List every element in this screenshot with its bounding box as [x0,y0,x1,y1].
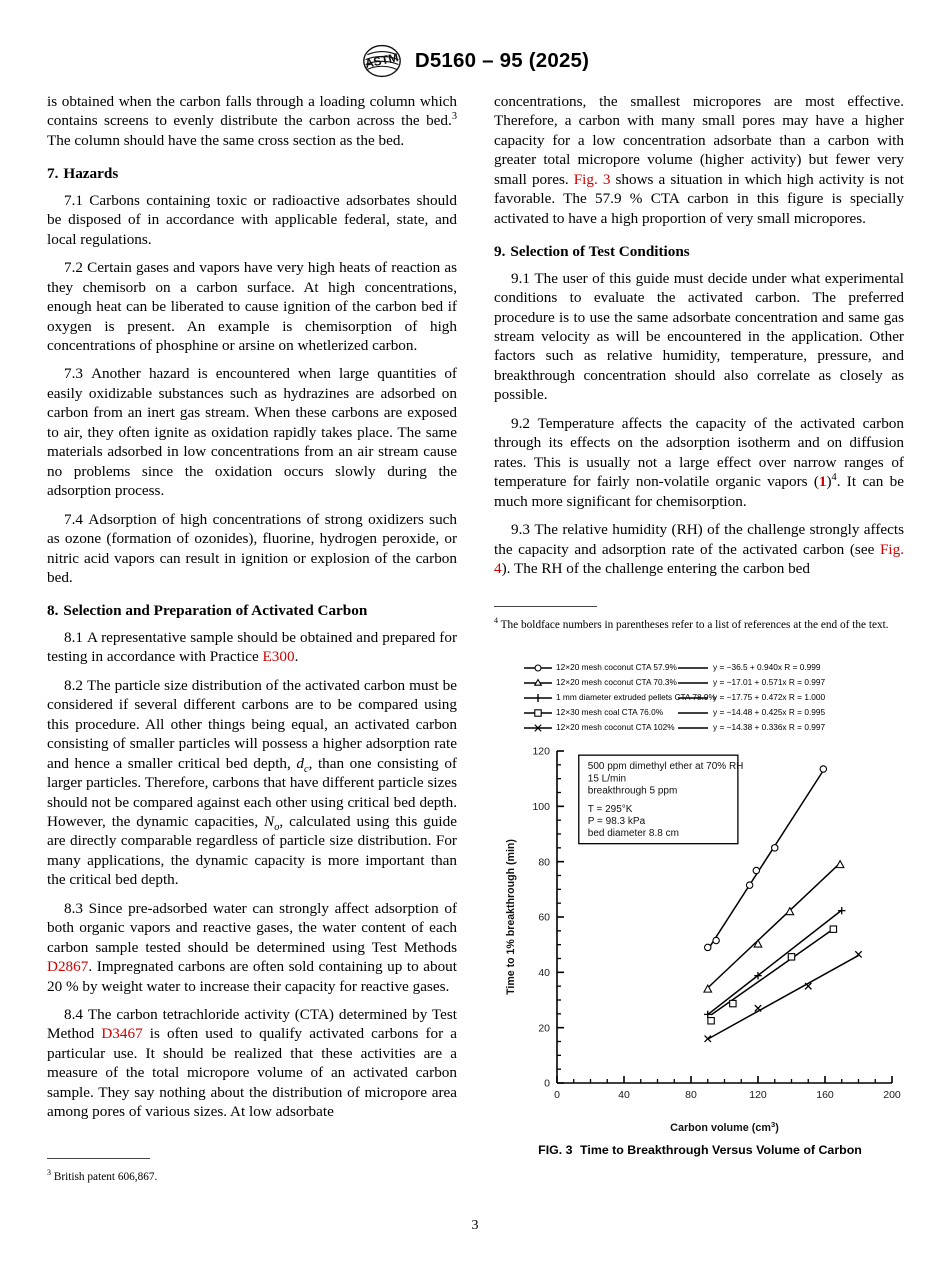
svg-text:500 ppm dimethyl ether at 70%: 500 ppm dimethyl ether at 70% RH [587,761,744,773]
section-heading-7 [47,164,457,183]
legend-fit-label-0: y = −36.5 + 0.940x R = 0.999 [713,662,821,673]
paragraph-9-1-text: The user of this guide must decide under what experimental conditions to evaluate the activated carbon. The preferred procedure is to use the same adsorbate concentration and same gas stream velocity as will be encountered in the application. Other factors such as relative humidity, temperature, pressure, and breakthrough concentration should also correlate as closely as possible. [494,269,904,404]
footnote-marker-4: 4 [831,472,837,484]
legend-label-3: 12×30 mesh coal CTA 76.0% [556,707,664,718]
legend-marker-triangle-icon [524,678,552,688]
symbol-no: N [264,812,275,830]
paragraph-7-2-text: Certain gases and vapors have very high heats of reaction as they chemisorb on a carbon surface. At high concentrations, enough heat can be liberated to cause ignition of the carbon bed if oxygen is present. An example is chemisorption of high concentrations of phosphine or arsine on whetlerized carbon. [47,259,458,354]
paragraph-9-2-text-a: Temperature affects the capacity of the activated carbon through its effects on the adsorption isotherm and on diffusion rates. This is usually not a large effect over narrow ranges of temperature for fairly non-volatile organic vapors ( [494,414,904,491]
paragraph-continued-text: is obtained when the carbon falls through a loading column which contains screens to evenly distribute the carbon across the bed. [47,93,457,130]
standard-ref-d3467[interactable]: D3467 [101,1025,143,1043]
footnote-4 [494,614,904,632]
section-8-title: Selection and Preparation of Activated Carbon [63,602,368,620]
svg-text:Carbon volume (cm3): Carbon volume $(cm^3)$ [670,1119,779,1134]
svg-text:100: 100 [532,800,550,813]
right-footnote-block [494,596,904,632]
legend-marker-circle-icon [524,663,552,673]
paragraph-7-4-number: 7.4 [64,510,83,528]
reference-ref-1[interactable]: 1 [818,473,827,491]
paragraph-9-1 [494,269,904,405]
legend-marker-plus-icon [524,693,552,703]
paragraph-8-2-number: 8.2 [64,676,83,694]
section-heading-8 [47,601,457,620]
paragraph-8-1-number: 8.1 [64,628,83,646]
section-heading-9 [494,242,904,261]
paragraph-7-1-number: 7.1 [64,191,83,209]
paragraph-8-3 [47,899,457,996]
svg-text:ASTM: ASTM [363,50,400,71]
chart-legend [524,660,906,735]
footnote-4-text: The boldface numbers in parentheses refer to a list of references at the end of the text. [498,618,889,631]
legend-fit-4 [678,720,898,735]
chart-plot-area [494,737,906,1137]
section-9-number: 9. [494,243,506,261]
footnote-rule-right [494,606,597,607]
document-designation: D5160 – 95 (2025) [414,49,590,72]
paragraph-9-2: 9.2 Temperature affects the capacity of the activated carbon through its effects on the adsorption isotherm and on diffusion rates. This is usually not a large effect over narrow ranges of temperature for fairly non-volatile organic vapors $(1)^4$. It can be much more significant for chemisorption. [494,414,904,510]
astm-logo-icon [361,44,403,78]
page-header [0,44,950,78]
section-7-number: 7. [47,165,59,183]
paragraph-8-2-text-a: The particle size distribution of the activated carbon must be considered if several different carbons are to be compared using this procedure. All other things being equal, an activated carbon consisting of smaller particles will possess a higher adsorption rate and hence a smaller critical bed depth, [47,676,458,772]
paragraph-8-1-text: A representative sample should be obtained and prepared for testing in accordance with Practice [47,628,457,666]
paragraph-continued-right-b: shows a situation in which high activity is not favorable. The 57.9 % CTA carbon in this figure is specially activated to have a high proportion of very small micropores. [494,170,904,227]
footnote-3-marker: 3 [47,1168,51,1177]
figure-caption [494,1143,906,1157]
legend-label-0: 12×20 mesh coconut CTA 57.9% [556,662,677,673]
paragraph-7-3 [47,364,457,500]
paragraph-7-3-number: 7.3 [64,365,83,383]
svg-text:60: 60 [538,911,550,924]
paragraph-8-1 [47,628,457,667]
svg-text:T = 295°K: T = 295°K [587,803,633,815]
paragraph-8-4 [47,1005,457,1122]
paragraph-7-3-text: Another hazard is encountered when large quantities of easily oxidizable substances such as hydrazines are adsorbed on carbon from an inert gas stream. When these carbons are exposed to air, they often ignite as oxidation rapidly takes place. The same materials adsorbed in low concentrations from an air stream cause no problems since the oxidation occurs slowly during the adsorption process. [47,365,457,500]
paragraph-8-2-text-c: , calculated using this guide are directly comparable regardless of particle size distribution. For many applications, the dynamic capacity is more important than the critical bed depth. [47,812,457,889]
paragraph-8-3-text-a: Since pre-adsorbed water can strongly affect adsorption of both organic vapors and reactive gases, the water content of each carbon sample tested should be determined using Test Methods [47,899,457,956]
paragraph-8-2 [47,676,457,890]
legend-item-0 [524,660,677,675]
paragraph-8-3-text-b: . Impregnated carbons are often sold containing up to about 20 % by weight water to increase their capacity for reactive gases. [47,958,457,995]
paragraph-9-3-number: 9.3 [511,521,530,539]
breakthrough-time-chart [494,737,906,1137]
footnote-rule-left [47,1158,150,1159]
legend-marker-cross-icon [524,723,552,733]
svg-text:Time to 1% breakthrough (min): Time to 1% breakthrough (min) [505,839,517,995]
paragraph-7-2 [47,258,457,355]
legend-item-3 [524,705,672,720]
svg-text:15 L/min: 15 L/min [587,773,627,785]
legend-line-icon-0 [678,663,708,673]
paragraph-continued-right [494,92,904,228]
paragraph-8-1-tail: . [294,648,299,666]
symbol-dc-subscript: c [304,763,309,775]
footnote-4-marker: 4 [494,616,498,625]
legend-line-icon-2 [678,693,708,703]
footnote-marker-3: 3 [451,111,457,123]
legend-label-2: 1 mm diameter extruded pellets CTA 78.9% [556,692,716,703]
svg-text:160: 160 [816,1089,834,1101]
symbol-no-subscript: o [274,821,280,833]
legend-fit-0 [678,660,898,675]
legend-fit-label-3: y = −14.48 + 0.425x R = 0.995 [713,707,826,718]
paragraph-continued-rest: The column should have the same cross section as the bed. [47,131,405,149]
legend-label-4: 12×20 mesh coconut CTA 102% [556,722,675,733]
paragraph-8-4-text-a: The carbon tetrachloride activity (CTA) determined by Test Method [47,1006,457,1043]
legend-fit-label-2: y = −17.75 + 0.472x R = 1.000 [713,692,826,703]
footnote-3 [47,1166,457,1184]
paragraph-9-3 [494,520,904,578]
paragraph-continued-right-a: concentrations, the smallest micropores are most effective. Therefore, a carbon with many small pores may have a higher capacity for a low concentration adsorbate than a carbon with greater total micropore volume (higher activity) but fewer very small pores. [494,93,904,188]
paragraph-7-4-text: Adsorption of high concentrations of strong oxidizers such as ozone (formation of ozonides), fluorine, hydrogen peroxide, or nitric acid vapors can result in ignition or explosion of the carbon bed. [47,510,458,586]
paragraph-9-2-text-b: . It can be much more significant for chemisorption. [494,473,904,510]
legend-line-icon-4 [678,723,708,733]
standard-ref-d2867[interactable]: D2867 [47,958,89,976]
svg-text:120: 120 [749,1089,767,1101]
svg-text:P = 98.3 kPa: P = 98.3 kPa [587,815,646,827]
left-footnote-block [47,1148,457,1184]
legend-fit-label-4: y = −14.38 + 0.336x R = 0.997 [713,722,826,733]
figure-ref-fig3[interactable]: Fig. 3 [573,170,611,188]
legend-fit-label-1: y = −17.01 + 0.571x R = 0.997 [713,677,826,688]
section-9-title: Selection of Test Conditions [510,243,690,261]
paragraph-7-1-text: Carbons containing toxic or radioactive adsorbates should be disposed of in accordance with applicable federal, state, and local regulations. [47,191,457,248]
footnote-3-text: British patent 606,867. [51,1170,158,1183]
symbol-dc: d [296,754,304,772]
paragraph-8-2-text-b: , than one consisting of larger particles. Therefore, carbons that have different particle sizes should not be compared against each other using critical bed depth. However, the dynamic capacities, [47,754,457,830]
legend-fit-1 [678,675,898,690]
paragraph-9-3-text-a: The relative humidity (RH) of the challenge strongly affects the capacity and adsorption rate of the activated carbon (see [494,521,905,558]
paragraph-8-4-number: 8.4 [64,1006,83,1024]
svg-text:40: 40 [618,1089,630,1101]
paragraph-9-1-number: 9.1 [511,269,530,287]
standard-ref-e300[interactable]: E300 [262,648,295,666]
svg-text:40: 40 [538,966,550,979]
svg-text:breakthrough 5 ppm: breakthrough 5 ppm [587,785,678,797]
paragraph-9-3-text-b: ). The RH of the challenge entering the carbon bed [501,559,811,577]
legend-label-1: 12×20 mesh coconut CTA 70.3% [556,677,677,688]
svg-text:80: 80 [685,1089,697,1101]
legend-line-icon-1 [678,678,708,688]
legend-item-1 [524,675,677,690]
svg-text:80: 80 [538,856,550,869]
page-number: 3 [471,1218,479,1233]
left-column [47,92,457,1122]
legend-fit-2 [678,690,898,705]
svg-text:0: 0 [554,1089,560,1101]
legend-item-4 [524,720,675,735]
paragraph-7-1 [47,191,457,249]
section-7-title: Hazards [63,165,119,183]
paragraph-7-2-number: 7.2 [64,259,83,277]
paragraph-8-3-number: 8.3 [64,899,83,917]
figure-caption-text: Time to Breakthrough Versus Volume of Carbon [580,1143,862,1157]
legend-fit-3 [678,705,898,720]
legend-marker-square-icon [524,708,552,718]
paragraph-continued [47,92,457,150]
legend-item-2 [524,690,716,705]
legend-line-icon-3 [678,708,708,718]
svg-text:20: 20 [538,1022,550,1035]
figure-ref-fig4[interactable]: Fig. 4 [494,540,904,577]
figure-number: FIG. 3 [538,1143,573,1157]
figure-3 [494,660,906,1157]
svg-text:0: 0 [544,1077,550,1090]
svg-text:200: 200 [883,1089,901,1101]
paragraph-8-4-text-b: is often used to qualify activated carbons for a particular use. It should be realized that these activities are a measure of the total micropore volume of an activated carbon sample. They say nothing about the distribution of micropore area among pores of various sizes. At low adsorbate [47,1025,458,1121]
svg-text:120: 120 [532,745,550,758]
svg-text:bed diameter 8.8 cm: bed diameter 8.8 cm [587,828,679,840]
paragraph-9-2-number: 9.2 [511,414,530,432]
section-8-number: 8. [47,602,59,620]
paragraph-7-4 [47,510,457,588]
